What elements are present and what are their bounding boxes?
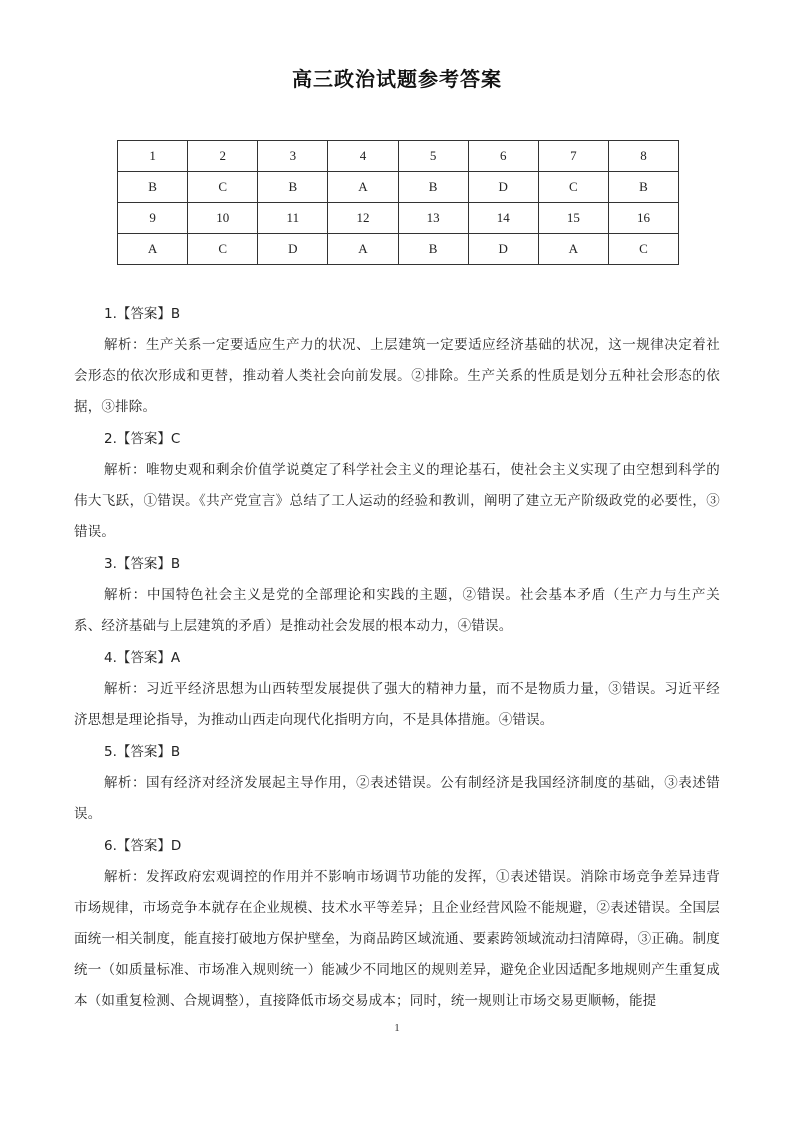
answer-line: 5.【答案】B <box>104 744 181 760</box>
answer-letter-row <box>118 172 679 203</box>
answer-letter-cell: A <box>328 172 398 203</box>
explanation-paragraph: 解析：国有经济对经济发展起主导作用，②表述错误。公有制经济是我国经济制度的基础，③表述错误。 <box>74 775 720 822</box>
question-number-row <box>118 203 679 234</box>
answer-letter-cell: B <box>258 172 328 203</box>
answer-line: 3.【答案】B <box>104 556 181 572</box>
answer-line: 1.【答案】B <box>104 306 181 322</box>
answer-explanations <box>74 304 720 1023</box>
question-number-cell: 12 <box>328 203 398 234</box>
answer-line: 4.【答案】A <box>104 650 181 666</box>
question-number-cell: 15 <box>538 203 608 234</box>
answer-letter-cell: B <box>608 172 678 203</box>
answer-letter-cell: A <box>328 234 398 265</box>
question-number-cell: 2 <box>188 141 258 172</box>
explanation-paragraph: 解析：唯物史观和剩余价值学说奠定了科学社会主义的理论基石，使社会主义实现了由空想到科学的伟大飞跃，①错误。《共产党宣言》总结了工人运动的经验和教训，阐明了建立无产阶级政党的必要性，③错误。 <box>74 462 720 540</box>
answer-line: 6.【答案】D <box>104 838 182 854</box>
answer-letter-cell: B <box>118 172 188 203</box>
explanation-paragraph: 解析：中国特色社会主义是党的全部理论和实践的主题，②错误。社会基本矛盾（生产力与生产关系、经济基础与上层建筑的矛盾）是推动社会发展的根本动力，④错误。 <box>74 587 720 634</box>
answer-letter-cell: C <box>188 172 258 203</box>
question-number-cell: 5 <box>398 141 468 172</box>
question-number-row <box>118 141 679 172</box>
question-number-cell: 14 <box>468 203 538 234</box>
explanation-paragraph: 解析：生产关系一定要适应生产力的状况、上层建筑一定要适应经济基础的状况，这一规律决定着社会形态的依次形成和更替，推动着人类社会向前发展。②排除。生产关系的性质是划分五种社会形态的依据，③排除。 <box>74 337 720 415</box>
question-number-cell: 1 <box>118 141 188 172</box>
answer-letter-cell: B <box>398 234 468 265</box>
answer-letter-cell: C <box>538 172 608 203</box>
question-number-cell: 8 <box>608 141 678 172</box>
page-number: 1 <box>394 1022 400 1034</box>
explanation-paragraph: 解析：习近平经济思想为山西转型发展提供了强大的精神力量，而不是物质力量，③错误。习近平经济思想是理论指导，为推动山西走向现代化指明方向，不是具体措施。④错误。 <box>74 681 720 728</box>
answer-letter-cell: D <box>468 234 538 265</box>
answer-letter-cell: C <box>188 234 258 265</box>
answer-letter-cell: A <box>538 234 608 265</box>
answer-letter-cell: C <box>608 234 678 265</box>
question-number-cell: 6 <box>468 141 538 172</box>
answer-letter-cell: D <box>468 172 538 203</box>
question-number-cell: 3 <box>258 141 328 172</box>
question-number-cell: 16 <box>608 203 678 234</box>
question-number-cell: 13 <box>398 203 468 234</box>
question-number-cell: 7 <box>538 141 608 172</box>
answer-letter-cell: D <box>258 234 328 265</box>
question-number-cell: 11 <box>258 203 328 234</box>
answer-letter-cell: A <box>118 234 188 265</box>
explanation-paragraph: 解析：发挥政府宏观调控的作用并不影响市场调节功能的发挥，①表述错误。消除市场竞争差异违背市场规律，市场竞争本就存在企业规模、技术水平等差异；且企业经营风险不能规避，②表述错误。全国层面统一相关制度，能直接打破地方保护壁垒，为商品跨区域流通、要素跨领域流动扫清障碍，③正确。制度统一（如质量标准、市场准入规则统一）能减少不同地区的规则差异，避免企业因适配多地规则产生重复成本（如重复检测、合规调整），直接降低市场交易成本；同时，统一规则让市场交易更顺畅，能提 <box>74 869 720 1009</box>
answer-letter-row <box>118 234 679 265</box>
answer-table <box>117 140 679 265</box>
answer-line: 2.【答案】C <box>104 431 181 447</box>
question-number-cell: 4 <box>328 141 398 172</box>
question-number-cell: 10 <box>188 203 258 234</box>
answer-letter-cell: B <box>398 172 468 203</box>
question-number-cell: 9 <box>118 203 188 234</box>
page-title: 高三政治试题参考答案 <box>292 67 502 91</box>
